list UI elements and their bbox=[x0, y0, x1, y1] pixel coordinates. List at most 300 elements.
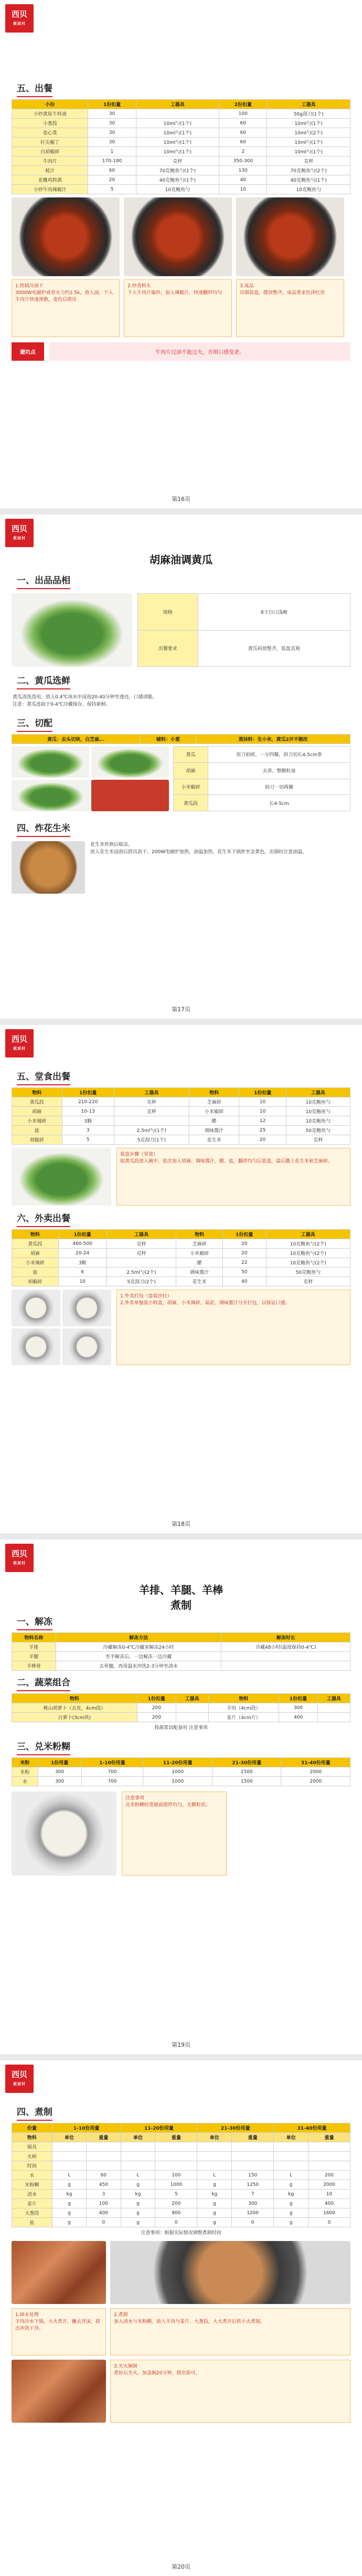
table-cell: 米粉糊 bbox=[12, 2180, 52, 2190]
step-photo bbox=[12, 2360, 106, 2423]
table-header-cell: 工器具 bbox=[176, 1694, 208, 1703]
table-row bbox=[12, 1258, 350, 1268]
table-row bbox=[12, 156, 350, 166]
serving-table bbox=[12, 99, 350, 194]
table-cell: 5 bbox=[88, 185, 136, 194]
table-cell: 胡椒碎 bbox=[12, 1135, 62, 1145]
table-cell: 10 bbox=[58, 1277, 107, 1286]
page-number: 第18页 bbox=[172, 1521, 190, 1527]
table-cell bbox=[308, 2152, 350, 2161]
table-cell: 170-180 bbox=[88, 156, 136, 166]
section-title: 二、黄瓜选鲜 bbox=[17, 671, 70, 689]
table-row bbox=[12, 1777, 350, 1786]
table-row bbox=[12, 166, 350, 175]
table-cell: 花雕鸡料酒 bbox=[12, 175, 88, 185]
section-text: 花生米炸熟后晾凉。 放入花生米浸泡后捞出沥干，200W电磁炉加热，油温加热，花生米下锅炸至金黄色，出锅时注意油温。 bbox=[90, 842, 307, 855]
table-cell: 10-13 bbox=[62, 1107, 114, 1116]
table-cell: 芝麻碎 bbox=[176, 1239, 223, 1249]
dish-photo bbox=[12, 593, 132, 667]
table-row bbox=[12, 119, 350, 128]
step-note: 1.外卖打包（盒装沙拉） 2.外卖单独装小料盒，胡麻、小米辣碎、蒜泥、调味酱汁分开打包，以保证口感。 bbox=[116, 1290, 350, 1365]
table-cell: g bbox=[197, 2180, 232, 2190]
table-cell: g bbox=[274, 2218, 308, 2227]
table-cell: 5克刮刀(2个) bbox=[107, 1277, 176, 1286]
table-row bbox=[12, 2199, 350, 2208]
table-cell: g bbox=[121, 2218, 155, 2227]
table-cell: 300 bbox=[38, 1777, 81, 1786]
table-cell bbox=[176, 1713, 208, 1722]
section-title: 一、解冻 bbox=[17, 1612, 52, 1630]
table-header-cell: 重量 bbox=[87, 2133, 121, 2142]
table-cell: 冷藏48小时(温度保持0-4℃) bbox=[221, 1642, 350, 1652]
page-20 bbox=[0, 2060, 362, 2576]
table-cell bbox=[232, 2161, 274, 2171]
table-cell: 10 bbox=[239, 1097, 286, 1107]
table-cell: 1000 bbox=[143, 1767, 212, 1777]
cut-table bbox=[173, 746, 350, 811]
table-header-cell: 工器具 bbox=[318, 1694, 350, 1703]
table-cell: 火候 bbox=[12, 2152, 52, 2161]
table-header-cell: 1份扣量 bbox=[58, 1230, 107, 1239]
table-cell: 10 bbox=[239, 1107, 286, 1116]
pack-photo bbox=[62, 1328, 111, 1365]
table-cell: 30 bbox=[88, 138, 136, 147]
table-cell bbox=[197, 2152, 232, 2161]
table-cell: 小葱段 bbox=[12, 119, 88, 128]
table-cell: L bbox=[197, 2171, 232, 2180]
table-cell bbox=[136, 109, 219, 119]
table-cell: g bbox=[52, 2218, 86, 2227]
table-cell: 60 bbox=[219, 128, 267, 138]
table-cell: 去蒂，整颗粒备 bbox=[208, 762, 350, 779]
table-row bbox=[12, 1767, 350, 1777]
table-row bbox=[174, 779, 350, 795]
table-header-cell: 1份扣量 bbox=[279, 1694, 318, 1703]
table-row bbox=[12, 1135, 350, 1145]
table-cell: 羊肉（4cm段） bbox=[208, 1703, 279, 1713]
table-header-cell: 11-20份用量 bbox=[121, 2123, 197, 2133]
table-cell: 克秤 bbox=[107, 1239, 176, 1249]
dish-photo bbox=[12, 1148, 111, 1206]
table-cell: g bbox=[197, 2218, 232, 2227]
table-row bbox=[12, 1239, 350, 1249]
table-cell: 2000 bbox=[281, 1767, 350, 1777]
thaw-table bbox=[12, 1632, 350, 1671]
page-16 bbox=[0, 0, 362, 508]
table-header-row bbox=[12, 1758, 350, 1767]
table-subheader-row bbox=[12, 2133, 350, 2142]
brand-logo: 西贝 莜面村 bbox=[5, 2065, 34, 2093]
table-cell: 芝麻碎 bbox=[189, 1097, 239, 1107]
table-header-cell: 工器具 bbox=[107, 1230, 176, 1239]
table-cell: 300 bbox=[232, 2199, 274, 2208]
table-cell bbox=[87, 2142, 121, 2152]
table-header-row bbox=[12, 735, 350, 744]
table-cell: 2000 bbox=[308, 2180, 350, 2190]
table-row bbox=[138, 594, 350, 631]
table-cell bbox=[87, 2161, 121, 2171]
step-photo bbox=[110, 2241, 350, 2304]
table-cell bbox=[155, 2161, 197, 2171]
table-cell: 羊排 bbox=[12, 1642, 56, 1652]
step-note: 3.关火焖制 煮好后关火，加盖焖20分钟，捞出即可。 bbox=[110, 2360, 350, 2423]
table-cell: 200 bbox=[137, 1703, 176, 1713]
table-cell: 1600 bbox=[308, 2208, 350, 2218]
table-header-row bbox=[12, 1694, 350, 1703]
table-cell bbox=[121, 2152, 155, 2161]
pack-photo bbox=[12, 1290, 60, 1326]
table-cell: 5 bbox=[155, 2190, 197, 2199]
table-cell bbox=[232, 2142, 274, 2152]
table-cell bbox=[274, 2152, 308, 2161]
table-cell: 黄瓜段 bbox=[12, 1239, 59, 1249]
section-title: 四、煮制 bbox=[17, 2102, 52, 2121]
brand-logo: 西贝 莜面村 bbox=[5, 519, 34, 547]
table-cell: 小米辣碎 bbox=[12, 1116, 62, 1126]
table-cell: L bbox=[121, 2171, 155, 2180]
table-header-cell: 1份扣量 bbox=[222, 1230, 266, 1239]
table-row bbox=[12, 138, 350, 147]
dish-title: 羊排、羊腿、羊棒 bbox=[139, 1584, 223, 1596]
table-cell: 3颗 bbox=[58, 1258, 107, 1268]
table-cell: g bbox=[52, 2199, 86, 2208]
table-cell: 胡麻 bbox=[12, 1249, 59, 1258]
table-cell: 2000 bbox=[281, 1777, 350, 1786]
page-divider bbox=[0, 1533, 362, 1540]
table-cell: 60 bbox=[219, 138, 267, 147]
table-cell: 0 bbox=[232, 2218, 274, 2227]
table-cell: 5 bbox=[62, 1135, 114, 1145]
table-header-cell: 1-10份用量 bbox=[52, 2123, 121, 2133]
table-cell: 1500 bbox=[212, 1777, 281, 1786]
table-header-cell: 21-30份用量 bbox=[212, 1758, 281, 1767]
table-cell: 460-500 bbox=[58, 1239, 107, 1249]
table-row bbox=[12, 147, 350, 156]
table-header-cell: 物料 bbox=[12, 1088, 62, 1097]
table-cell bbox=[121, 2142, 155, 2152]
table-cell: 2.5ml勺(2个) bbox=[107, 1268, 176, 1277]
table-cell bbox=[308, 2161, 350, 2171]
table-cell: 400 bbox=[308, 2199, 350, 2208]
table-cell bbox=[308, 2142, 350, 2152]
table-row bbox=[12, 1703, 350, 1713]
table-cell: 900 bbox=[155, 2208, 197, 2218]
table-cell: 200 bbox=[155, 2199, 197, 2208]
table-cell: 10ml勺(1个) bbox=[136, 119, 219, 128]
table-cell: 10ml勺(1个) bbox=[136, 128, 219, 138]
table-cell: kg bbox=[52, 2190, 86, 2199]
table-header-cell: 单位 bbox=[52, 2133, 86, 2142]
table-cell: 克秤 bbox=[136, 156, 219, 166]
table-cell bbox=[155, 2152, 197, 2161]
dish-photo bbox=[12, 197, 120, 276]
table-cell: 胡椒碎 bbox=[12, 1277, 59, 1286]
table-cell: 2 bbox=[219, 147, 267, 156]
table-row bbox=[138, 630, 350, 667]
table-cell: 大葱段 bbox=[12, 2208, 52, 2218]
table-cell: 30 bbox=[88, 119, 136, 128]
table-cell: 200 bbox=[308, 2171, 350, 2180]
table-cell: g bbox=[121, 2208, 155, 2218]
dish-subtitle: 煮制 bbox=[171, 1599, 191, 1611]
table-cell: 克秤 bbox=[267, 156, 350, 166]
table-cell: 1200 bbox=[232, 2208, 274, 2218]
table-cell: 10克鲍鱼勺 bbox=[286, 1107, 350, 1116]
table-cell: 米粉 bbox=[12, 1767, 38, 1777]
table-cell bbox=[197, 2161, 232, 2171]
table-cell: 1000 bbox=[143, 1777, 212, 1786]
table-cell: 20 bbox=[222, 1249, 266, 1258]
warning-text: 牛肉片过油不能过火，否则口感变老。 bbox=[49, 342, 350, 361]
prep-photo bbox=[12, 780, 89, 811]
dinein-table bbox=[12, 1087, 350, 1145]
table-header-cell: 物料 bbox=[176, 1230, 223, 1239]
page-number: 第16页 bbox=[172, 496, 190, 502]
table-cell bbox=[221, 1661, 350, 1671]
takeout-table bbox=[12, 1229, 350, 1286]
table-cell: 70克鲍鱼勺(1个) bbox=[136, 166, 219, 175]
table-header-cell: 工器具 bbox=[114, 1088, 189, 1097]
table-cell: 20 bbox=[239, 1135, 286, 1145]
table-cell: 450 bbox=[87, 2180, 121, 2190]
table-cell: 小米椒碎 bbox=[189, 1107, 239, 1116]
table-cell: g bbox=[274, 2208, 308, 2218]
table-cell: 10ml勺(1个) bbox=[267, 147, 350, 156]
table-cell: 白胡椒碎 bbox=[12, 147, 88, 156]
table-header-cell: 单位 bbox=[197, 2133, 232, 2142]
table-cell: 8寸白口浅碗 bbox=[198, 594, 350, 631]
page-divider bbox=[0, 2054, 362, 2060]
table-cell: 10克鲍鱼勺 bbox=[267, 185, 350, 194]
cooking-table bbox=[12, 2123, 350, 2227]
table-cell: kg bbox=[197, 2190, 232, 2199]
table-cell: 水 bbox=[12, 1777, 38, 1786]
table-cell: 100 bbox=[155, 2171, 197, 2180]
table-cell: 350-300 bbox=[219, 156, 267, 166]
table-cell: 小炒牛肉辣椒汁 bbox=[12, 185, 88, 194]
table-row bbox=[12, 2171, 350, 2180]
table-cell: 蚝汁 bbox=[12, 166, 88, 175]
table-header-cell: 辅料：小葱 bbox=[140, 735, 196, 744]
prep-photo bbox=[91, 746, 169, 778]
table-row bbox=[12, 1116, 350, 1126]
table-cell: 10克鲍鱼勺(2个) bbox=[266, 1249, 350, 1258]
peanut-photo bbox=[12, 841, 85, 894]
table-cell: 小米椒碎 bbox=[174, 779, 208, 795]
table-cell bbox=[176, 1703, 208, 1713]
table-cell: 20 bbox=[88, 175, 136, 185]
table-header-row bbox=[12, 1230, 350, 1239]
table-row bbox=[12, 2180, 350, 2190]
table-cell: 50 bbox=[222, 1268, 266, 1277]
table-cell: 10ml勺(1个) bbox=[267, 138, 350, 147]
table-cell: 20-24 bbox=[58, 1249, 107, 1258]
page-18 bbox=[0, 1025, 362, 1533]
page-17 bbox=[0, 515, 362, 1019]
table-cell: 黄瓜段 bbox=[12, 1097, 62, 1107]
table-cell: 210-220 bbox=[62, 1097, 114, 1107]
table-cell: 50克鲍鱼勺 bbox=[266, 1268, 350, 1277]
section-title: 五、堂食出餐 bbox=[17, 1067, 70, 1085]
table-header-row bbox=[12, 1633, 350, 1642]
table-header-cell: 重量 bbox=[155, 2133, 197, 2142]
section-title: 五、出餐 bbox=[17, 79, 52, 97]
table-cell: 锅具 bbox=[12, 2142, 52, 2152]
table-cell: kg bbox=[121, 2190, 155, 2199]
table-cell: 克秤 bbox=[107, 1249, 176, 1258]
table-cell: 1000 bbox=[155, 2180, 197, 2190]
table-header-cell: 物料名称 bbox=[12, 1633, 56, 1642]
dish-title: 胡麻油调黄瓜 bbox=[150, 553, 212, 566]
table-header-cell: 2份扣量 bbox=[219, 100, 267, 109]
table-header-cell: 1份扣量 bbox=[239, 1088, 286, 1097]
table-cell: 1250 bbox=[232, 2180, 274, 2190]
cooking-warning: 注意事项：根据实际情况调整煮制时间 bbox=[141, 2231, 221, 2236]
table-cell: 黄瓜码放整齐，装盘美观 bbox=[198, 630, 350, 667]
table-cell: 羊腿 bbox=[12, 1652, 56, 1661]
table-row bbox=[12, 1107, 350, 1116]
section-title: 三、切配 bbox=[17, 714, 52, 732]
page-divider bbox=[0, 1019, 362, 1025]
table-cell: 400 bbox=[279, 1713, 318, 1722]
table-cell: 调味酱汁 bbox=[176, 1268, 223, 1277]
table-header-cell: 工器具 bbox=[267, 100, 350, 109]
table-header-cell: 1份扣量 bbox=[88, 100, 136, 109]
table-cell: 400 bbox=[87, 2208, 121, 2218]
table-cell: g bbox=[52, 2208, 86, 2218]
table-header-cell: 工器具 bbox=[266, 1230, 350, 1239]
table-cell: 克秤 bbox=[266, 1277, 350, 1286]
table-header-cell: 31-40份用量 bbox=[281, 1758, 350, 1767]
step-note: 2.煮制 加入清水与米粉糊，放入羊肉与姜片、大葱段，大火煮开后转小火煮制。 bbox=[110, 2308, 350, 2355]
table-cell: 姜片（4cm片） bbox=[208, 1713, 279, 1722]
table-cell: 30 bbox=[88, 109, 136, 119]
table-header-row bbox=[12, 2123, 350, 2133]
table-header-cell: 物料 bbox=[208, 1694, 279, 1703]
section-title: 六、外卖出餐 bbox=[17, 1209, 70, 1227]
rice-table bbox=[12, 1757, 350, 1786]
step-note: 2.炒香料头 下入牛肉片煸炒，加入辣椒汁，快速翻炒均匀 bbox=[124, 279, 232, 337]
table-row bbox=[12, 185, 350, 194]
table-header-cell: 21-30份用量 bbox=[197, 2123, 274, 2133]
table-cell: 克秤 bbox=[286, 1135, 350, 1145]
table-cell: g bbox=[274, 2199, 308, 2208]
table-header-cell: 重量 bbox=[308, 2133, 350, 2142]
table-cell: 7 bbox=[232, 2190, 274, 2199]
table-row bbox=[12, 1642, 350, 1652]
table-cell: 至半解冻后，一边解冻一边冷藏 bbox=[56, 1652, 221, 1661]
table-cell: 牛肉片 bbox=[12, 156, 88, 166]
table-cell: 卷心菜 bbox=[12, 128, 88, 138]
table-cell: 0 bbox=[308, 2218, 350, 2227]
table-cell: 10 bbox=[308, 2190, 350, 2199]
page-number: 第20页 bbox=[172, 2563, 190, 2570]
section-title: 四、炸花生米 bbox=[17, 819, 70, 837]
table-header-cell: 单位 bbox=[121, 2133, 155, 2142]
table-header-cell: 工器具 bbox=[286, 1088, 350, 1097]
table-cell: 调味酱汁 bbox=[189, 1126, 239, 1135]
table-row bbox=[12, 1661, 350, 1671]
table-row bbox=[12, 128, 350, 138]
table-cell: 胡麻 bbox=[174, 762, 208, 779]
table-cell: 小炒黄原牛料油 bbox=[12, 109, 88, 119]
section-title: 二、蔬菜组合 bbox=[17, 1673, 70, 1691]
page-number: 第19页 bbox=[172, 2041, 190, 2048]
table-header-cell: 单位 bbox=[274, 2133, 308, 2142]
table-header-cell: 1份扣量 bbox=[137, 1694, 176, 1703]
warning-tag: 避坑点 bbox=[12, 342, 44, 361]
step-note: 装盘步骤（堂食） 取黄瓜段放入碗中，依次加入胡麻、调味酱汁、醋、盐，翻拌均匀后装盘，最后撒上花生米和芝麻碎。 bbox=[116, 1148, 350, 1206]
table-cell: 黄瓜 bbox=[174, 747, 208, 763]
table-header-row bbox=[12, 1088, 350, 1097]
table-cell: 0 bbox=[87, 2218, 121, 2227]
table-cell: g bbox=[121, 2199, 155, 2208]
table-row bbox=[12, 1268, 350, 1277]
pack-photo bbox=[62, 1290, 111, 1326]
table-cell bbox=[274, 2142, 308, 2152]
brand-logo: 西贝 莜面村 bbox=[5, 4, 34, 33]
table-cell bbox=[197, 2142, 232, 2152]
table-row bbox=[12, 109, 350, 119]
table-cell: 2.5ml勺(1个) bbox=[114, 1126, 189, 1135]
table-cell: 3 bbox=[87, 2190, 121, 2199]
table-cell: g bbox=[274, 2180, 308, 2190]
table-header-cell: 解冻时长 bbox=[221, 1633, 350, 1642]
table-header-cell: 物料 bbox=[189, 1088, 239, 1097]
table-header-cell: 米粉 bbox=[12, 1758, 38, 1767]
table-cell: 1500 bbox=[212, 1767, 281, 1777]
table-header-row bbox=[12, 100, 350, 109]
table-cell: 40 bbox=[222, 1277, 266, 1286]
brand-logo: 西贝 莜面村 bbox=[5, 1544, 34, 1572]
veg-note: 将蔬菜切配备用 注意事项 bbox=[154, 1725, 208, 1731]
table-cell: kg bbox=[274, 2190, 308, 2199]
table-header-cell: 物料 bbox=[12, 1230, 59, 1239]
prep-photo bbox=[91, 780, 169, 811]
section-text: 黄瓜清洗选用，放入0.4℃冰水中浸泡20-40分钟至透亮，口感清脆。 bbox=[13, 695, 157, 700]
table-cell: 白萝卜(3cm块) bbox=[12, 1713, 137, 1722]
table-row bbox=[12, 1126, 350, 1135]
table-cell: 30 bbox=[88, 128, 136, 138]
prep-photo bbox=[12, 746, 89, 778]
table-cell: 小米椒碎 bbox=[176, 1249, 223, 1258]
table-row bbox=[174, 795, 350, 811]
table-header-cell: 物料 bbox=[12, 1694, 137, 1703]
table-header-cell: 物料 bbox=[12, 2133, 52, 2142]
table-cell bbox=[52, 2142, 86, 2152]
table-cell: 斜刀一切两瓣 bbox=[208, 779, 350, 795]
table-cell: 10克鲍鱼勺(2个) bbox=[266, 1239, 350, 1249]
table-cell bbox=[232, 2152, 274, 2161]
table-row bbox=[12, 1277, 350, 1286]
table-cell: 10ml勺(1个) bbox=[136, 138, 219, 147]
table-header-cell: 黄瓜：去头切块，白芝麻... bbox=[12, 735, 140, 744]
table-cell: L bbox=[52, 2171, 86, 2180]
table-cell: 200 bbox=[137, 1713, 176, 1722]
table-cell: 20 bbox=[222, 1239, 266, 1249]
table-cell: 300 bbox=[38, 1767, 81, 1777]
table-cell: 10克鲍鱼勺 bbox=[136, 185, 219, 194]
table-row bbox=[12, 1652, 350, 1661]
brand-logo: 西贝 莜面村 bbox=[5, 1029, 34, 1057]
table-cell: 醋 bbox=[189, 1116, 239, 1126]
table-cell: 300 bbox=[279, 1703, 318, 1713]
table-cell: L bbox=[274, 2171, 308, 2180]
table-cell: 桃山胡萝卜（去皮，4cm段） bbox=[12, 1703, 137, 1713]
table-header-cell: 蒸抹料：生小米，黄瓜2开不顺改 bbox=[196, 735, 350, 744]
page-19 bbox=[0, 1540, 362, 2054]
table-cell: 盐 bbox=[12, 1126, 62, 1135]
